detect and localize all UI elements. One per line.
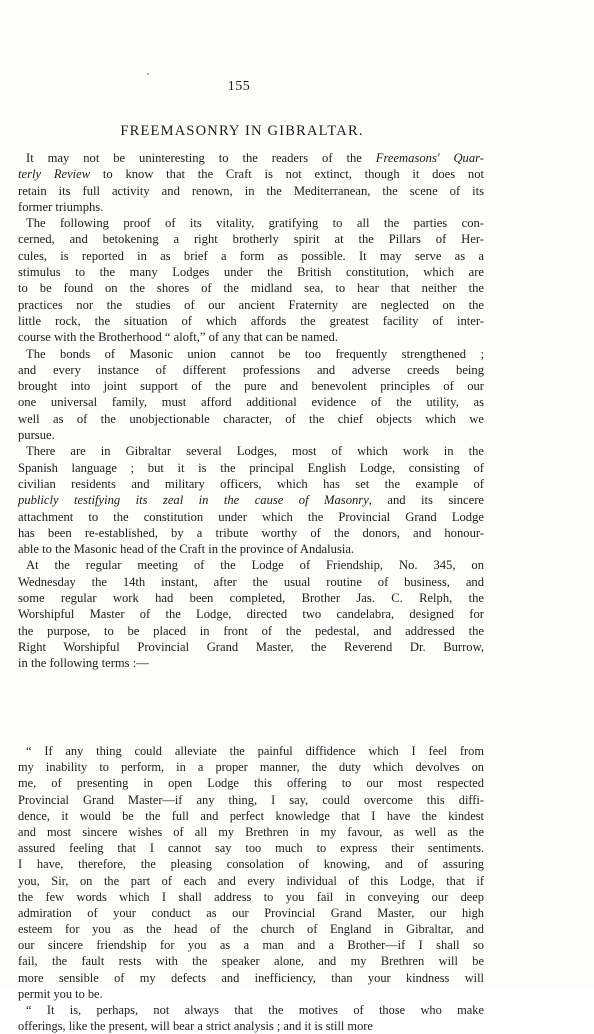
quote-line: “ If any thing could alleviate the painful diffidence which I feel from xyxy=(26,744,484,758)
quote-line: our sincere friendship for you as a man and a Brother—if I shall so xyxy=(18,938,484,953)
quote-paragraph xyxy=(18,743,484,1002)
body-line: Spanish language ; but it is the principal English Lodge, consisting of xyxy=(18,460,484,475)
body-line: attachment to the constitution under which the Provincial Grand Lodge xyxy=(18,509,484,524)
body-line: Right Worshipful Provincial Grand Master, the Reverend Dr. Burrow, xyxy=(18,639,484,654)
print-speck xyxy=(147,73,149,75)
body-line: Wednesday the 14th instant, after the usual routine of business, and xyxy=(18,574,484,589)
body-line: former triumphs. xyxy=(18,199,104,214)
body-paragraph xyxy=(18,557,484,671)
body-line: some regular work had been completed, Brother Jas. C. Relph, the xyxy=(18,591,484,606)
body-paragraph xyxy=(18,443,484,557)
quote-line: the few words which I shall address to you fail in conveying our deep xyxy=(18,889,484,904)
quote-line: offerings, like the present, will bear a strict analysis ; and it is still more xyxy=(18,1019,373,1034)
page-number: 155 xyxy=(227,79,251,94)
address-quote xyxy=(18,743,484,1034)
body-line: practices nor the studies of our ancient Fraternity are neglected on the xyxy=(18,297,484,312)
body-line: cules, is reported in as brief a form as possible. It may serve as a xyxy=(18,248,484,263)
quote-line: assured feeling that I cannot say too much to express their sentiments. xyxy=(18,841,484,856)
body-line: publicly testifying its zeal in the cause of Masonry, and its sincere xyxy=(18,493,484,508)
quote-line: fail, the fault rests with the speaker alone, and my Brethren will be xyxy=(18,954,484,969)
quote-line: admiration of your conduct as our Provincial Grand Master, our high xyxy=(18,905,484,920)
quote-line: I have, therefore, the pleasing consolation of knowing, and of assuring xyxy=(18,857,484,872)
quote-line: and most sincere wishes of all my Brethren in my favour, as well as the xyxy=(18,824,484,839)
body-line: The bonds of Masonic union cannot be too frequently strengthened ; xyxy=(26,346,484,361)
body-line: pursue. xyxy=(18,428,55,443)
quote-line: more sensible of my defects and inefficiency, than your kindness will xyxy=(18,970,484,985)
body-line: course with the Brotherhood “ aloft,” of any that can be named. xyxy=(18,330,338,345)
quote-line: you, Sir, on the part of each and every individual of this Lodge, that if xyxy=(18,873,484,888)
body-line: civilian residents and military officers, which has set the example of xyxy=(18,476,484,491)
body-line: retain its full activity and renown, in the Mediterranean, the scene of its xyxy=(18,183,484,198)
body-line: and every instance of different professions and adverse creeds being xyxy=(18,362,484,377)
body-line: in the following terms :— xyxy=(18,656,149,671)
quote-line: me, of presenting in open Lodge this offering to our most respected xyxy=(18,776,484,791)
body-line: to be found on the shores of the midland sea, to hear that neither the xyxy=(18,281,484,296)
body-line: There are in Gibraltar several Lodges, most of which work in the xyxy=(26,444,484,459)
article-body xyxy=(18,150,484,672)
quote-line: esteem for you as the head of the church of England in Gibraltar, and xyxy=(18,922,484,937)
body-line: At the regular meeting of the Lodge of Friendship, No. 345, on xyxy=(26,558,484,573)
body-line: Worshipful Master of the Lodge, directed two candelabra, designed for xyxy=(18,607,484,622)
body-line: stimulus to the many Lodges under the British constitution, which are xyxy=(18,265,484,280)
body-line: the purpose, to be placed in front of the pedestal, and addressed the xyxy=(18,623,484,638)
body-paragraph xyxy=(18,215,484,345)
body-paragraph xyxy=(18,150,484,215)
body-line: able to the Masonic head of the Craft in the province of Andalusia. xyxy=(18,542,355,557)
quote-line: Provincial Grand Master—if any thing, I say, could overcome this diffi- xyxy=(18,792,484,807)
body-line: terly Review to know that the Craft is not extinct, though it does not xyxy=(18,167,485,182)
body-line: cerned, and betokening a right brotherly spirit at the Pillars of Her- xyxy=(18,232,484,247)
body-line: It may not be uninteresting to the readers of the Freemasons' Quar- xyxy=(26,151,484,165)
body-line: little rock, the situation of which affords the greatest facility of inter- xyxy=(18,313,484,328)
quote-line: “ It is, perhaps, not always that the motives of those who make xyxy=(26,1003,484,1017)
body-line: one universal family, must afford additional evidence of the utility, as xyxy=(18,395,484,410)
quote-line: permit you to be. xyxy=(18,986,103,1001)
quote-paragraph xyxy=(18,1002,484,1034)
quote-line: dence, it would be the full and perfect knowledge that I have the kindest xyxy=(18,808,484,823)
body-line: well as of the unobjectionable character, of the chief objects which we xyxy=(18,411,484,426)
body-paragraph xyxy=(18,346,484,444)
body-line: brought into joint support of the pure and benevolent principles of our xyxy=(18,379,484,394)
article-title: FREEMASONRY IN GIBRALTAR. xyxy=(120,123,364,139)
quote-line: my inability to perform, in a proper manner, the duty which devolves on xyxy=(18,760,484,775)
body-line: has been re-established, by a tribute worthy of the donors, and honour- xyxy=(18,525,484,540)
body-line: The following proof of its vitality, gratifying to all the parties con- xyxy=(26,216,484,231)
